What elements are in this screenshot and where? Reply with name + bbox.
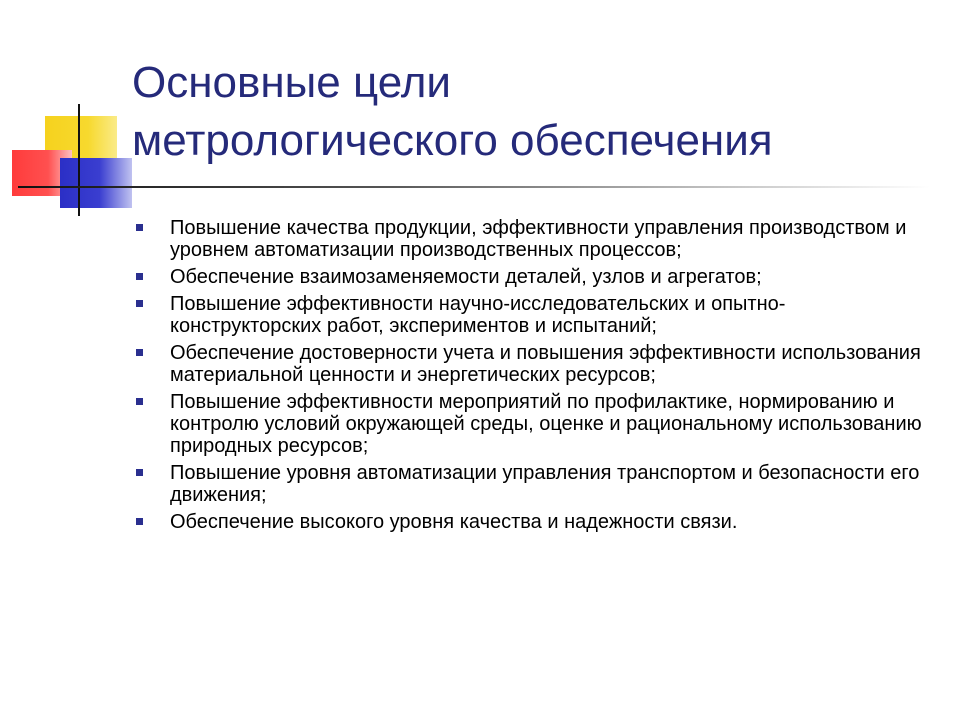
- bullet-text: Повышение эффективности мероприятий по профилактике, нормированию и контролю условий окружающей среды, оценке и рациональному использованию природных ресурсов;: [170, 391, 922, 457]
- bullet-item: [132, 391, 932, 457]
- bullet-square-icon: [136, 349, 143, 356]
- bullet-square-icon: [136, 518, 143, 525]
- bullet-text: Обеспечение высокого уровня качества и надежности связи.: [170, 511, 738, 533]
- bullet-text: Обеспечение взаимозаменяемости деталей, узлов и агрегатов;: [170, 266, 762, 288]
- decor-vertical-line: [78, 104, 80, 216]
- bullet-item: [132, 293, 932, 337]
- bullet-text: Повышение эффективности научно-исследовательских и опытно-конструкторских работ, экспериментов и испытаний;: [170, 293, 786, 337]
- bullet-square-icon: [136, 398, 143, 405]
- slide-title-line-2: метрологического обеспечения: [132, 116, 773, 165]
- bullet-square-icon: [136, 469, 143, 476]
- bullet-text: Повышение уровня автоматизации управления транспортом и безопасности его движения;: [170, 462, 920, 506]
- bullet-item: [132, 342, 932, 386]
- slide-title: [132, 54, 932, 170]
- bullet-text: Обеспечение достоверности учета и повышения эффективности использования материальной ценности и энергетических ресурсов;: [170, 342, 921, 386]
- bullet-item: [132, 511, 932, 533]
- bullet-item: [132, 462, 932, 506]
- bullet-text: Повышение качества продукции, эффективности управления производством и уровнем автоматизации производственных процессов;: [170, 217, 907, 261]
- bullet-list: [132, 217, 932, 538]
- bullet-item: [132, 266, 932, 288]
- bullet-square-icon: [136, 224, 143, 231]
- title-underline: [18, 186, 930, 188]
- bullet-item: [132, 217, 932, 261]
- decor-blue-square: [60, 158, 132, 208]
- slide-title-line-1: Основные цели: [132, 58, 451, 107]
- bullet-square-icon: [136, 273, 143, 280]
- bullet-square-icon: [136, 300, 143, 307]
